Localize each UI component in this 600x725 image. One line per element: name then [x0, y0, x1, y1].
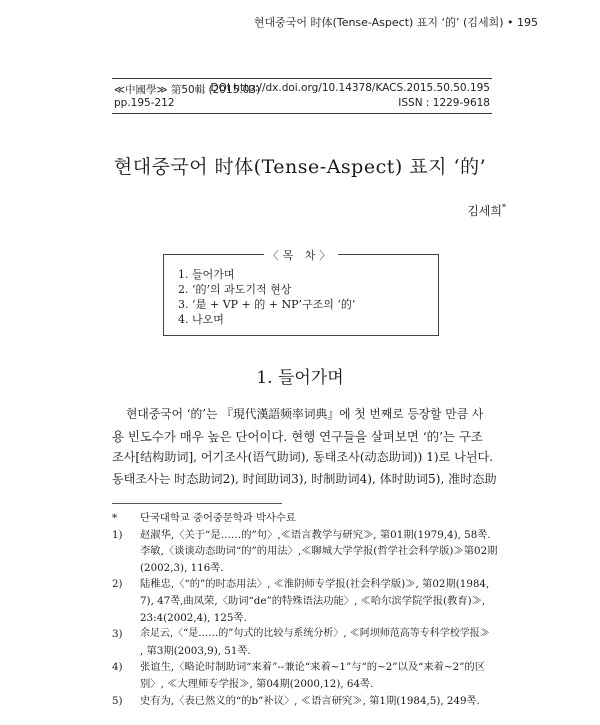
footnote-divider [112, 503, 282, 504]
body-line: 조사[结构助词], 어기조사(语气助词), 동태조사(动态助词)) 1)로 나뉜다. [112, 450, 494, 464]
footnote-number: 4) [112, 661, 123, 674]
footnote [112, 527, 498, 577]
footnote-number: 2) [112, 578, 123, 591]
footnote-line: 别〉, ≪大理师专学报≫, 第04期(2000,12), 64쪽. [140, 677, 374, 690]
author-footnote-mark[interactable]: * [502, 203, 506, 212]
footnote-line: 7), 47쪽,曲凤荣,〈助词“de”的特殊语法功能〉, ≪哈尔滨学院学报(教育)≫, [140, 594, 486, 607]
footnote-line: 张谊生,〈略论时制助词“来着”--兼论“来着~1”与“的~2”以及“来着~2”的区 [140, 661, 486, 674]
footnote-line: 史有为,〈表已然义的“的b”补议〉, ≪语言研究≫, 第1期(1984,5), 249쪽. [140, 694, 480, 707]
body-paragraph [112, 404, 498, 490]
footnote-number: 3) [112, 628, 123, 641]
body-line: 동태조사는 时态助词2), 时间助词3), 时制助词4), 体时助词5), 准时态助 [112, 471, 497, 486]
footnote-line: 李敏,〈谈谈动态助词“的”的用法〉,≪聊城大学学报(哲学社会科学版)≫第02期 [140, 545, 498, 558]
footnote-line: 단국대학교 중어중문학과 박사수료 [140, 512, 296, 524]
footnote [112, 510, 498, 527]
body-line: 용 빈도수가 매우 높은 단어이다. 현행 연구들을 살펴보면 ‘的’는 구조 [112, 428, 483, 444]
footnote-number: * [112, 512, 118, 524]
footnote-line: 余足云,〈“是……的”句式的比较与系统分析〉, ≪阿坝师范高等专科学校学报≫ [140, 628, 490, 640]
footnote-number: 5) [112, 694, 123, 707]
footnote-line: 赵淑华,〈关于“是……的”句〉,≪语言教学与研究≫, 第01期(1979,4), 58쪽. [140, 528, 491, 541]
toc-heading: 〈목 차〉 [164, 247, 438, 263]
footnote [112, 626, 498, 659]
body-line: 현대중국어 ‘的’는 『現代漢語频率词典』에 첫 번째로 등장할 만큼 사 [126, 407, 484, 421]
footnote [112, 576, 498, 626]
toc-item: 1. 들어가며 [178, 268, 235, 281]
footnote [112, 693, 498, 710]
footnote-line: 陆稚忠,〈“的”的时态用法〉, ≪淮阴师专学报(社会科学版)≫, 第02期(1984, [140, 578, 490, 591]
footnote-line: (2002,3), 116쪽. [140, 561, 224, 574]
section-heading: 1. 들어가며 [256, 368, 344, 388]
paper-title: 현대중국어 时体(Tense-Aspect) 표지 ‘的’ [113, 156, 487, 178]
table-of-contents [163, 249, 439, 336]
page-range: pp.195-212 [114, 97, 175, 109]
toc-item: 3. ‘是 + VP + 的 + NP’구조의 ‘的’ [178, 298, 356, 311]
footnote-line: , 第3期(2003,9), 51쪽. [140, 644, 251, 657]
running-header: 현대중국어 时体(Tense-Aspect) 표지 ‘的’ (김세희) • 195 [253, 16, 538, 29]
issn: ISSN : 1229-9618 [398, 97, 490, 109]
doi-link[interactable]: DOI http://dx.doi.org/10.14378/KACS.2015.50.50.195 [210, 82, 490, 94]
author-name: 김세희 [467, 204, 502, 218]
footnotes [112, 510, 498, 709]
author-line [467, 202, 506, 219]
journal-info: ≪中國學≫ 第50輯 (2015.03) [114, 84, 261, 96]
toc-item: 4. 나오며 [178, 313, 224, 326]
toc-list [178, 267, 355, 327]
footnote-line: 23:4(2002,4), 125쪽. [140, 611, 247, 624]
footnote [112, 659, 498, 692]
toc-item: 2. ‘的’의 과도기적 현상 [178, 283, 292, 296]
footnote-number: 1) [112, 528, 123, 541]
article-meta-box [112, 78, 492, 114]
